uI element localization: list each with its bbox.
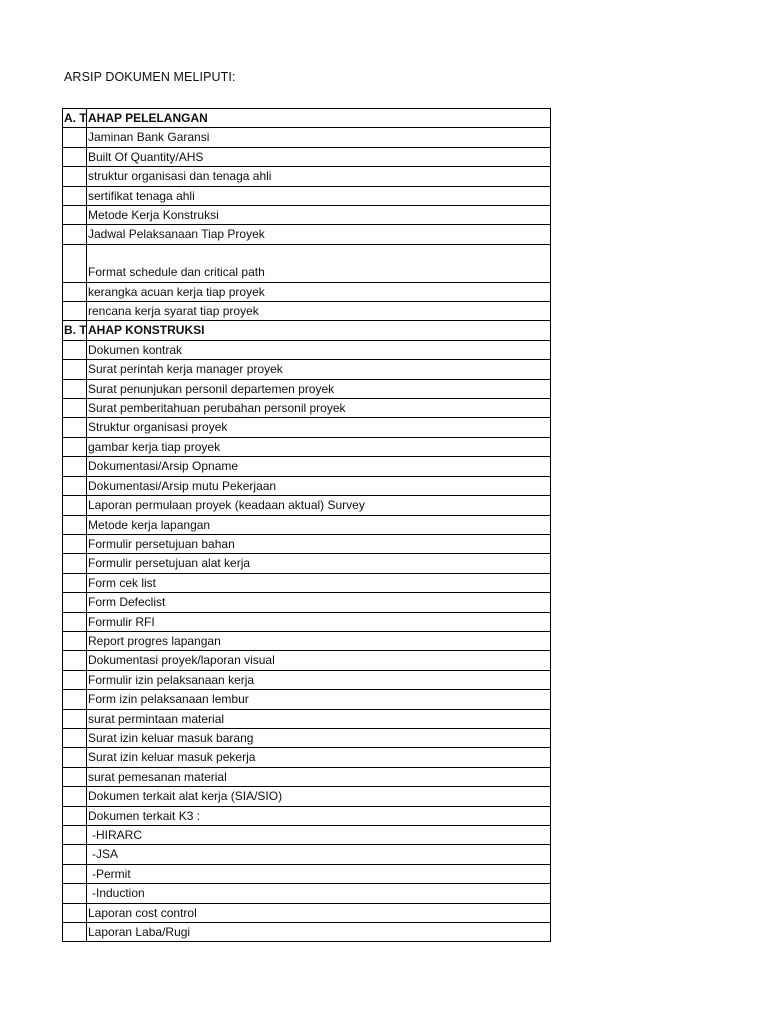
- document-item: Laporan permulaan proyek (keadaan aktual) Survey: [87, 496, 551, 515]
- document-title: ARSIP DOKUMEN MELIPUTI:: [64, 70, 236, 84]
- table-row: [63, 437, 551, 456]
- section-a-header-row: [63, 109, 551, 128]
- table-row: [63, 923, 551, 942]
- table-row: [63, 573, 551, 592]
- table-row: [63, 379, 551, 398]
- table-row: [63, 225, 551, 244]
- table-row: [63, 418, 551, 437]
- section-a-title: AHAP PELELANGAN: [87, 109, 551, 128]
- table-row: [63, 186, 551, 205]
- document-item: Form cek list: [87, 573, 551, 592]
- document-item: Formulir RFI: [87, 612, 551, 631]
- table-row: [63, 167, 551, 186]
- document-subitem: -HIRARC: [87, 826, 551, 845]
- table-row: [63, 787, 551, 806]
- document-item: Form izin pelaksanaan lembur: [87, 690, 551, 709]
- table-row: [63, 476, 551, 495]
- table-row: [63, 244, 551, 282]
- table-row: [63, 457, 551, 476]
- table-row: [63, 147, 551, 166]
- document-item: Dokumen terkait alat kerja (SIA/SIO): [87, 787, 551, 806]
- table-row: [63, 496, 551, 515]
- section-b-title: AHAP KONSTRUKSI: [87, 321, 551, 340]
- section-a-prefix: A. T: [63, 109, 87, 128]
- document-item: Dokumentasi/Arsip Opname: [87, 457, 551, 476]
- document-item: Formulir izin pelaksanaan kerja: [87, 670, 551, 689]
- section-b-prefix: B. T: [63, 321, 87, 340]
- table-row: [63, 206, 551, 225]
- document-item: Laporan Laba/Rugi: [87, 923, 551, 942]
- table-row: [63, 282, 551, 301]
- section-b-header-row: [63, 321, 551, 340]
- table-row: [63, 360, 551, 379]
- document-item: surat permintaan material: [87, 709, 551, 728]
- document-item: sertifikat tenaga ahli: [87, 186, 551, 205]
- document-item: Jadwal Pelaksanaan Tiap Proyek: [87, 225, 551, 244]
- table-row: [63, 651, 551, 670]
- table-row: [63, 845, 551, 864]
- document-item: gambar kerja tiap proyek: [87, 437, 551, 456]
- document-item: Form Defeclist: [87, 593, 551, 612]
- table-row: [63, 302, 551, 321]
- document-item: struktur organisasi dan tenaga ahli: [87, 167, 551, 186]
- table-row: [63, 748, 551, 767]
- table-row: [63, 826, 551, 845]
- document-item: rencana kerja syarat tiap proyek: [87, 302, 551, 321]
- table-row: [63, 767, 551, 786]
- table-row: [63, 593, 551, 612]
- table-row: [63, 806, 551, 825]
- document-item: Surat penunjukan personil departemen proyek: [87, 379, 551, 398]
- document-item: Jaminan Bank Garansi: [87, 128, 551, 147]
- table-row: [63, 670, 551, 689]
- table-row: [63, 340, 551, 359]
- document-item: Dokumentasi/Arsip mutu Pekerjaan: [87, 476, 551, 495]
- document-item: Dokumentasi proyek/laporan visual: [87, 651, 551, 670]
- document-item: Dokumen kontrak: [87, 340, 551, 359]
- table-row: [63, 631, 551, 650]
- document-item: surat pemesanan material: [87, 767, 551, 786]
- document-item: Formulir persetujuan bahan: [87, 534, 551, 553]
- document-item: Surat izin keluar masuk pekerja: [87, 748, 551, 767]
- document-item: kerangka acuan kerja tiap proyek: [87, 282, 551, 301]
- archive-document-table: [62, 108, 551, 942]
- document-subitem: -JSA: [87, 845, 551, 864]
- document-item: Metode Kerja Konstruksi: [87, 206, 551, 225]
- document-item: Dokumen terkait K3 :: [87, 806, 551, 825]
- document-item: Report progres lapangan: [87, 631, 551, 650]
- document-item: Built Of Quantity/AHS: [87, 147, 551, 166]
- document-item: Metode kerja lapangan: [87, 515, 551, 534]
- table-row: [63, 515, 551, 534]
- table-row: [63, 903, 551, 922]
- table-row: [63, 884, 551, 903]
- table-row: [63, 728, 551, 747]
- table-row: [63, 864, 551, 883]
- document-item: Surat perintah kerja manager proyek: [87, 360, 551, 379]
- table-row: [63, 554, 551, 573]
- document-item: Surat pemberitahuan perubahan personil proyek: [87, 399, 551, 418]
- document-subitem: -Permit: [87, 864, 551, 883]
- table-row: [63, 612, 551, 631]
- table-row: [63, 128, 551, 147]
- document-item: Struktur organisasi proyek: [87, 418, 551, 437]
- table-row: [63, 534, 551, 553]
- table-row: [63, 709, 551, 728]
- table-row: [63, 690, 551, 709]
- document-subitem: -Induction: [87, 884, 551, 903]
- document-item: Format schedule dan critical path: [87, 244, 551, 282]
- table-row: [63, 399, 551, 418]
- document-item: Formulir persetujuan alat kerja: [87, 554, 551, 573]
- document-item: Surat izin keluar masuk barang: [87, 728, 551, 747]
- document-item: Laporan cost control: [87, 903, 551, 922]
